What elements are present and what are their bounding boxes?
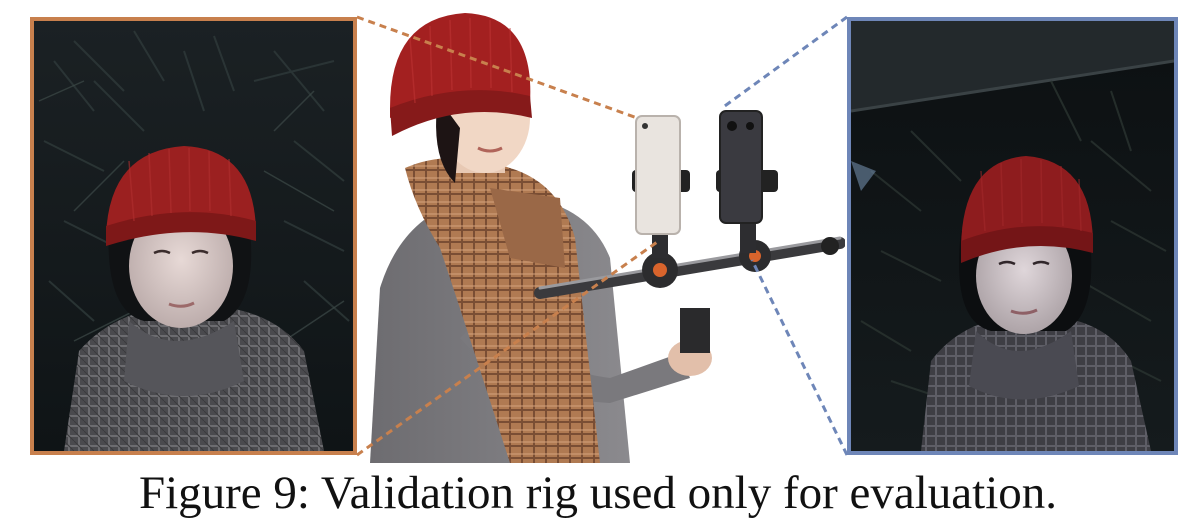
validation-rig-photo [360, 8, 845, 463]
figure-caption: Figure 9: Validation rig used only for evaluation. [138, 467, 1058, 519]
left-capture-photo [34, 21, 353, 451]
right-capture-panel [847, 17, 1178, 455]
rig-photo-panel [360, 8, 845, 463]
left-capture-panel [30, 17, 357, 455]
right-capture-photo [851, 21, 1174, 451]
